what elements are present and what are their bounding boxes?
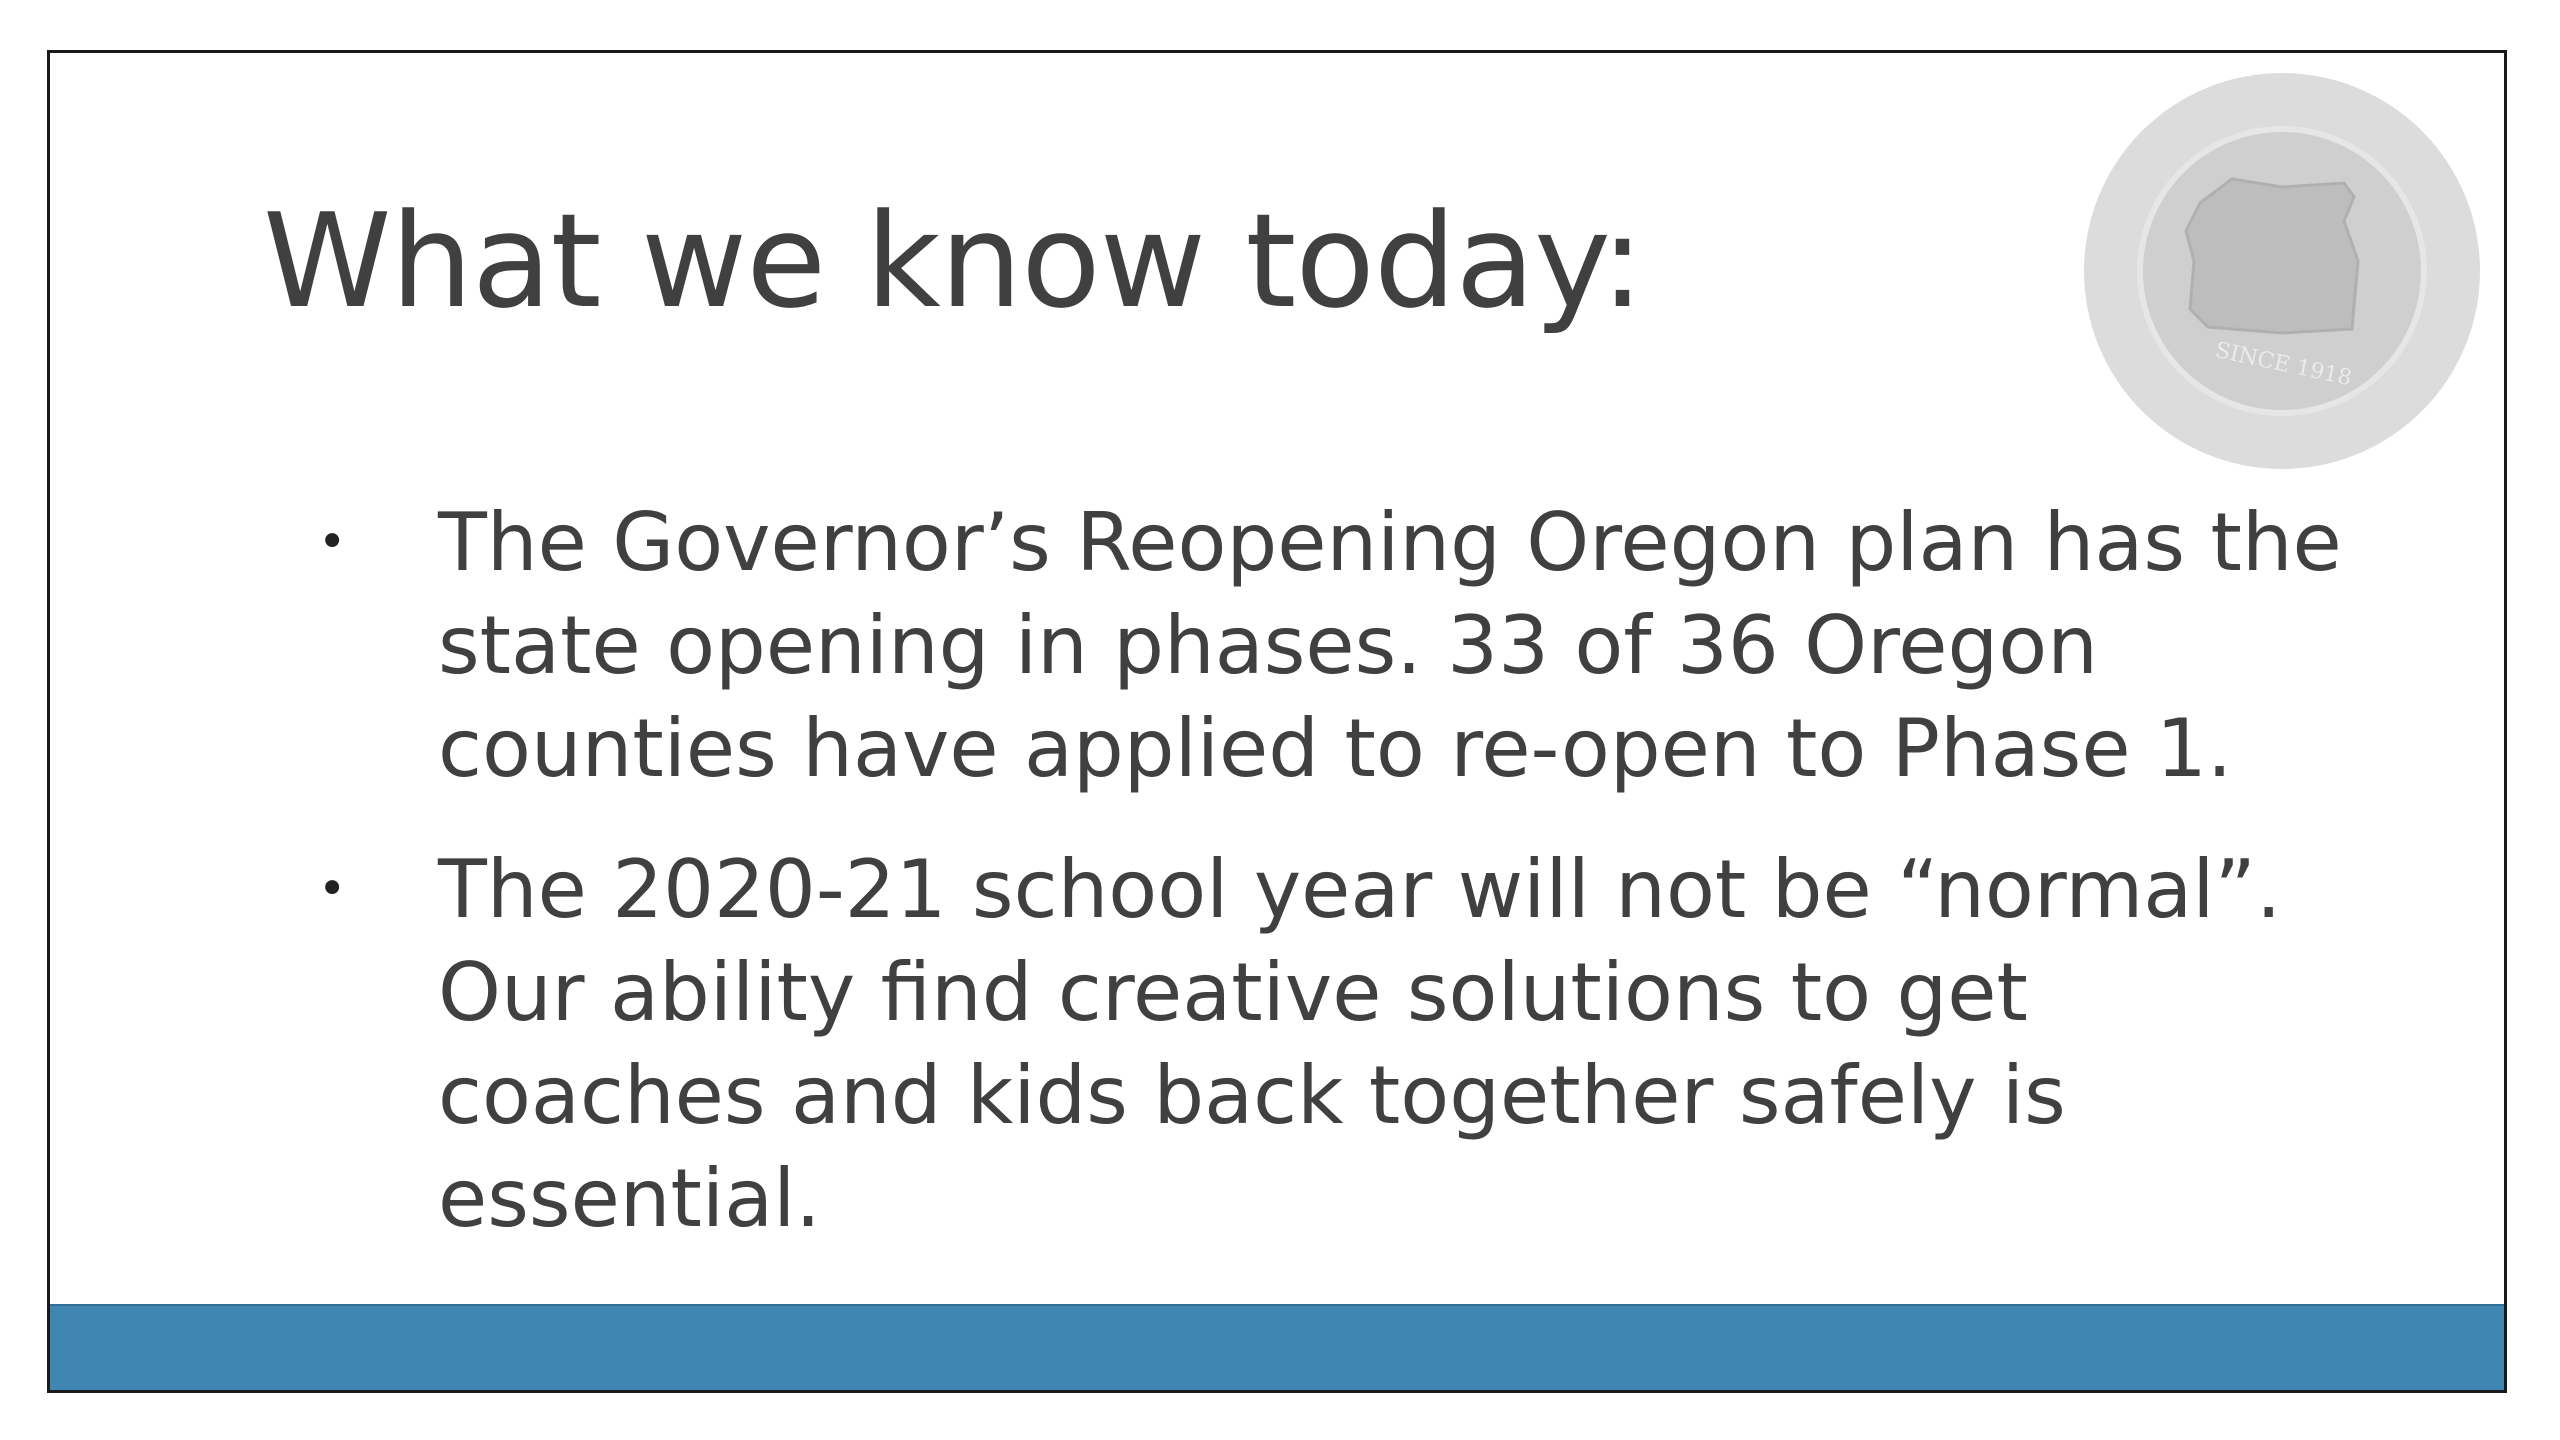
svg-text:SINCE 1918: SINCE 1918: [2212, 337, 2354, 392]
bullet-marker: •: [318, 861, 347, 917]
bullet-text: The 2020-21 school year will not be “normal”. Our ability find creative solutions to get coaches and kids back together safely is essential.: [438, 843, 2282, 1245]
bullet-list: [263, 491, 2363, 1288]
slide-title: What we know today:: [263, 185, 1644, 337]
bullet-marker: •: [318, 514, 347, 570]
slide: [47, 50, 2507, 1393]
bullet-text: The Governor’s Reopening Oregon plan has the state opening in phases. 33 of 36 Oregon counties have applied to re-open to Phase 1.: [438, 496, 2342, 795]
footer-accent-band: [50, 1304, 2504, 1390]
bullet-item: [263, 491, 2363, 800]
oregon-seal-logo-icon: [2082, 71, 2482, 471]
bullet-item: [263, 838, 2363, 1250]
